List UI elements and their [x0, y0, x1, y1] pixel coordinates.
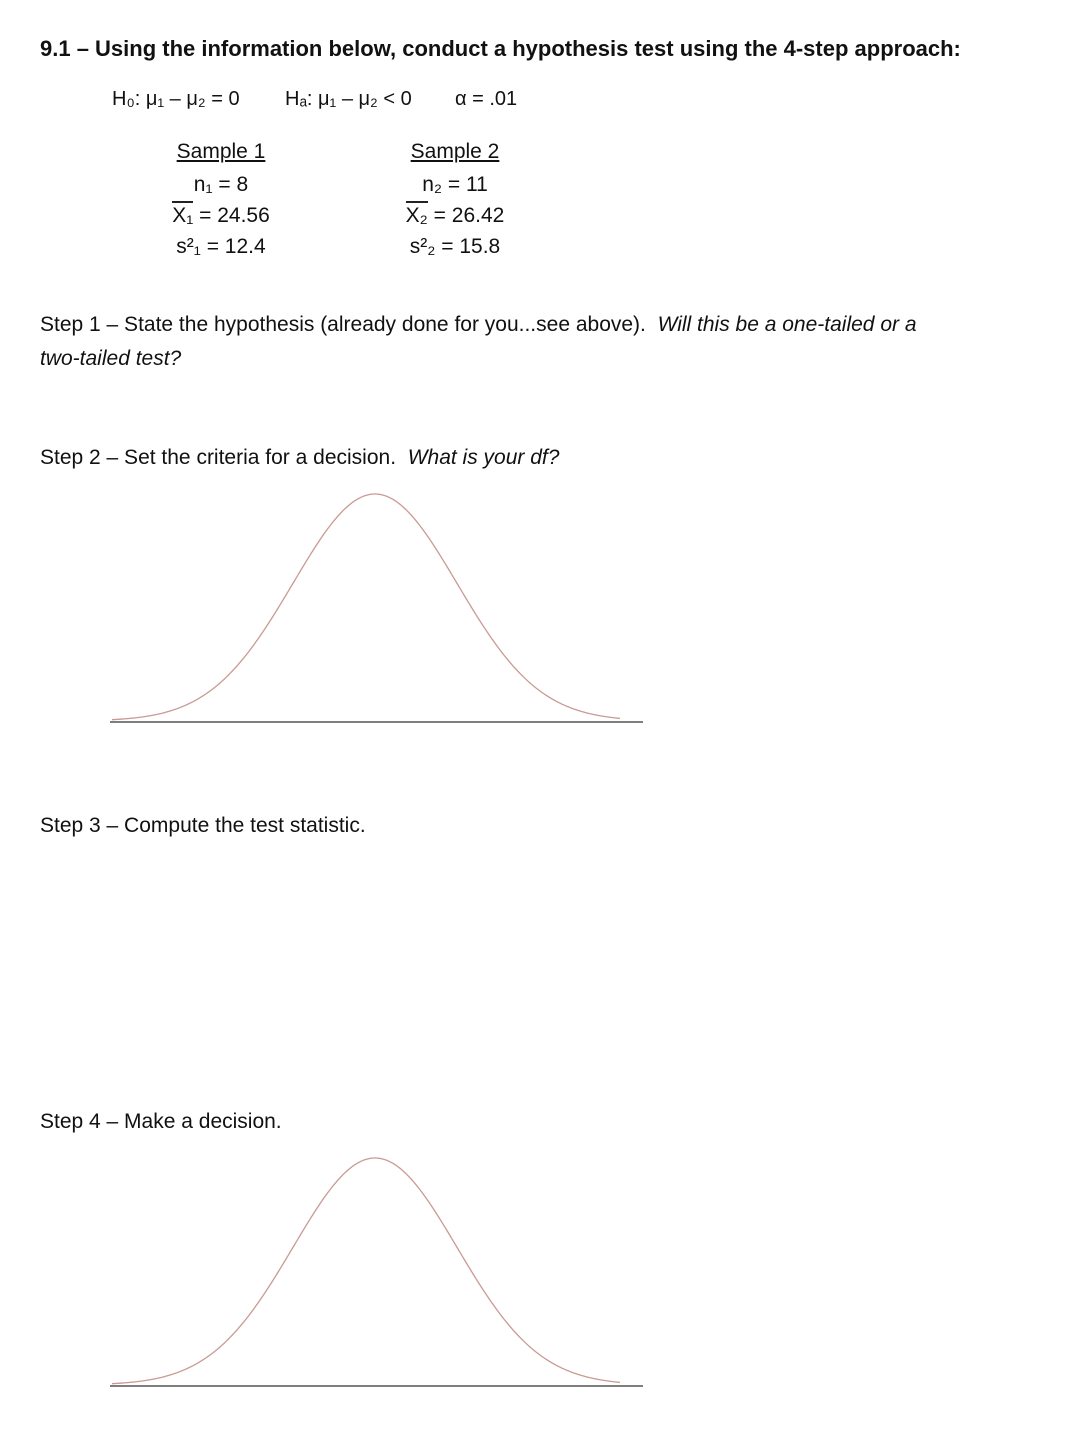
null-hypothesis: H₀: μ₁ – μ₂ = 0 [112, 88, 240, 110]
step-2-question: What is your df? [407, 446, 560, 469]
sample-1-mean-symbol: X₁ [172, 200, 193, 231]
step-2 [40, 441, 559, 475]
sample-2-header: Sample 2 [410, 140, 500, 163]
step-1-text: Step 1 – State the hypothesis (already done for you...see above). [40, 313, 646, 336]
step-3-text: Step 3 – Compute the test statistic. [40, 814, 366, 837]
sample-2-block [355, 136, 555, 262]
sample-1-mean-value: = 24.56 [193, 204, 270, 227]
bell-curve [112, 1158, 620, 1384]
step-2-text: Step 2 – Set the criteria for a decision. [40, 446, 397, 469]
step-4-text: Step 4 – Make a decision. [40, 1110, 282, 1133]
step-1-question-continued: two-tailed test? [40, 347, 182, 370]
normal-curve-step-2 [110, 488, 645, 728]
step-4 [40, 1105, 282, 1139]
problem-title: 9.1 – Using the information below, conduct a hypothesis test using the 4-step approach: [40, 36, 961, 61]
step-1-question: Will this be a one-tailed or a [657, 313, 917, 336]
sample-1-n: n₁ = 8 [193, 173, 249, 196]
sample-1-mean [121, 200, 321, 231]
sample-1-block [121, 136, 321, 262]
step-3 [40, 809, 366, 843]
normal-curve-step-4 [110, 1152, 645, 1392]
alternative-hypothesis: Hₐ: μ₁ – μ₂ < 0 [285, 88, 412, 110]
sample-1-header: Sample 1 [176, 140, 266, 163]
sample-1-variance: s²₁ = 12.4 [176, 235, 266, 258]
bell-curve [112, 494, 620, 720]
sample-2-n: n₂ = 11 [422, 173, 488, 196]
sample-2-mean [355, 200, 555, 231]
sample-2-variance: s²₂ = 15.8 [409, 235, 501, 258]
sample-2-mean-symbol: X₂ [406, 200, 428, 231]
alpha-level: α = .01 [455, 88, 518, 110]
sample-2-mean-value: = 26.42 [427, 204, 505, 227]
step-1 [40, 308, 917, 376]
